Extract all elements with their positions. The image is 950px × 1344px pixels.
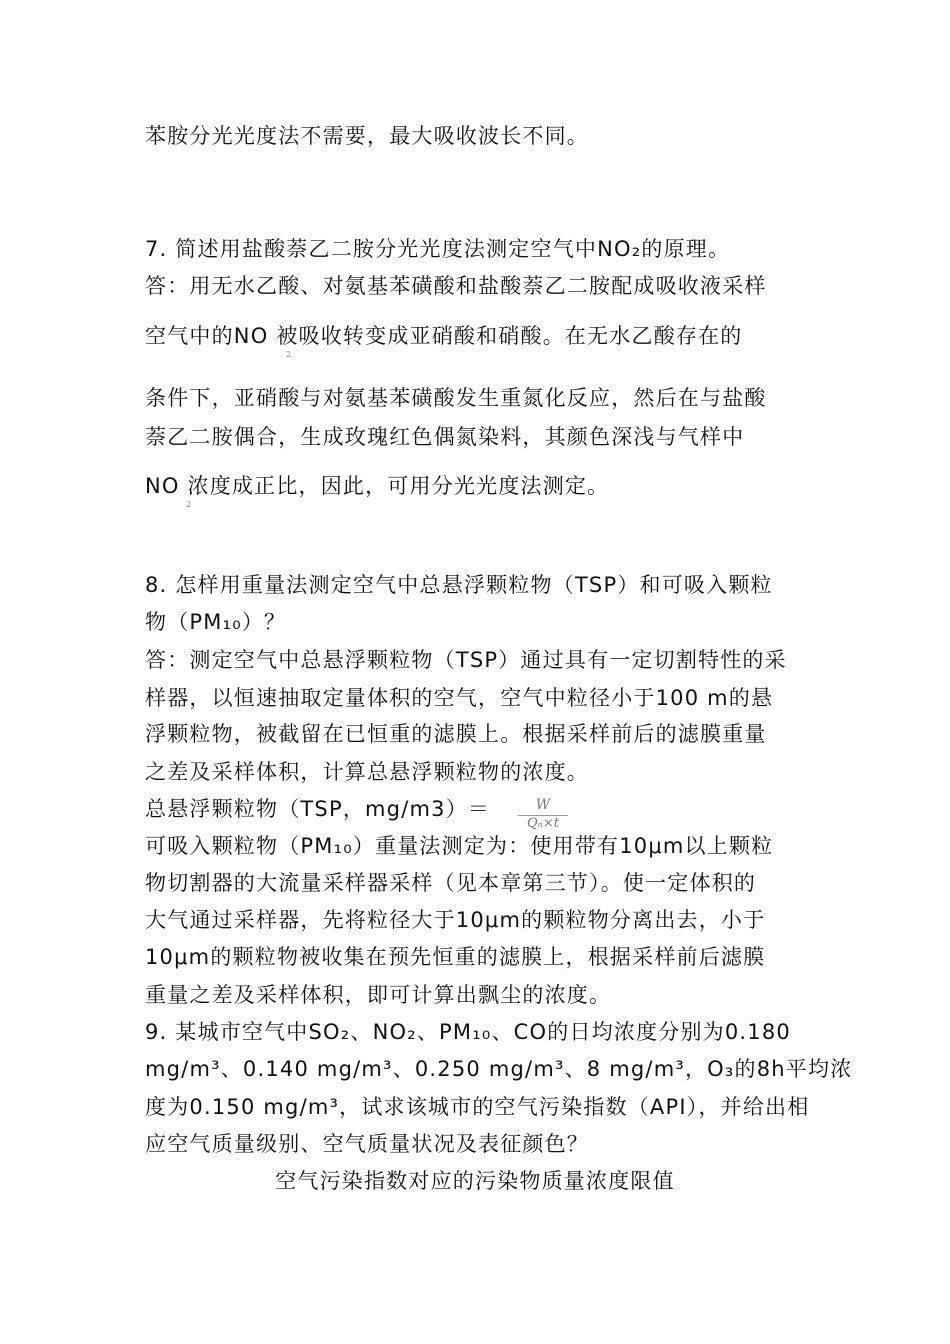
text-line: 浮颗粒物，被截留在已恒重的滤膜上。根据采样前后的滤膜重量	[145, 722, 767, 746]
formula-label: 总悬浮颗粒物（TSP，mg/m3）＝	[145, 797, 491, 821]
table-caption: 空气污染指数对应的污染物质量浓度限值	[275, 1169, 675, 1193]
text-line: 应空气质量级别、空气质量状况及表征颜色？	[145, 1132, 589, 1156]
text-line: 10μm的颗粒物被收集在预先恒重的滤膜上，根据采样前后滤膜	[145, 945, 766, 969]
text-line: 条件下，亚硝酸与对氨基苯磺酸发生重氮化反应，然后在与盐酸	[145, 386, 767, 410]
text-line: 萘乙二胺偶合，生成玫瑰红色偶氮染料，其颜色深浅与气样中	[145, 425, 745, 449]
text-line: mg/m³、0.140 mg/m³、0.250 mg/m³、8 mg/m³，O₃的8h平均浓	[145, 1057, 853, 1081]
text-line: 度为0.150 mg/m³，试求该城市的空气污染指数（API），并给出相	[145, 1095, 810, 1119]
question-9-heading: 9. 某城市空气中SO₂、NO₂、PM₁₀、CO的日均浓度分别为0.180	[145, 1020, 791, 1044]
text-line: 苯胺分光光度法不需要，最大吸收波长不同。	[145, 124, 589, 148]
text-line: 之差及采样体积，计算总悬浮颗粒物的浓度。	[145, 760, 589, 784]
text-line: 重量之差及采样体积，即可计算出飘尘的浓度。	[145, 983, 612, 1007]
text-line: 答：测定空气中总悬浮颗粒物（TSP）通过具有一定切割特性的采	[145, 648, 787, 672]
formula-fraction	[518, 796, 568, 832]
text-line: 物切割器的大流量采样器采样（见本章第三节）。使一定体积的	[145, 871, 757, 895]
text-line: 答：用无水乙酸、对氨基苯磺酸和盐酸萘乙二胺配成吸收液采样	[145, 274, 767, 298]
question-7-heading: 7. 简述用盐酸萘乙二胺分光光度法测定空气中NO₂的原理。	[145, 237, 731, 261]
formula-denominator: Qₙ×t	[526, 816, 560, 831]
text-line: NO 浓度成正比，因此，可用分光光度法测定。	[145, 474, 610, 498]
subscript-note: 2	[186, 500, 192, 509]
text-line: 样器，以恒速抽取定量体积的空气，空气中粒径小于100 m的悬	[145, 686, 774, 710]
text-line: 空气中的NO 被吸收转变成亚硝酸和硝酸。在无水乙酸存在的	[145, 324, 743, 348]
formula-numerator: W	[535, 797, 551, 813]
text-line: 大气通过采样器，先将粒径大于10μm的颗粒物分离出去，小于	[145, 908, 766, 932]
text-line: 可吸入颗粒物（PM₁₀）重量法测定为：使用带有10μm以上颗粒	[145, 834, 774, 858]
question-8-heading: 8. 怎样用重量法测定空气中总悬浮颗粒物（TSP）和可吸入颗粒	[145, 573, 773, 597]
text-line: 物（PM₁₀）？	[145, 610, 287, 634]
subscript-note: 2	[286, 350, 292, 359]
